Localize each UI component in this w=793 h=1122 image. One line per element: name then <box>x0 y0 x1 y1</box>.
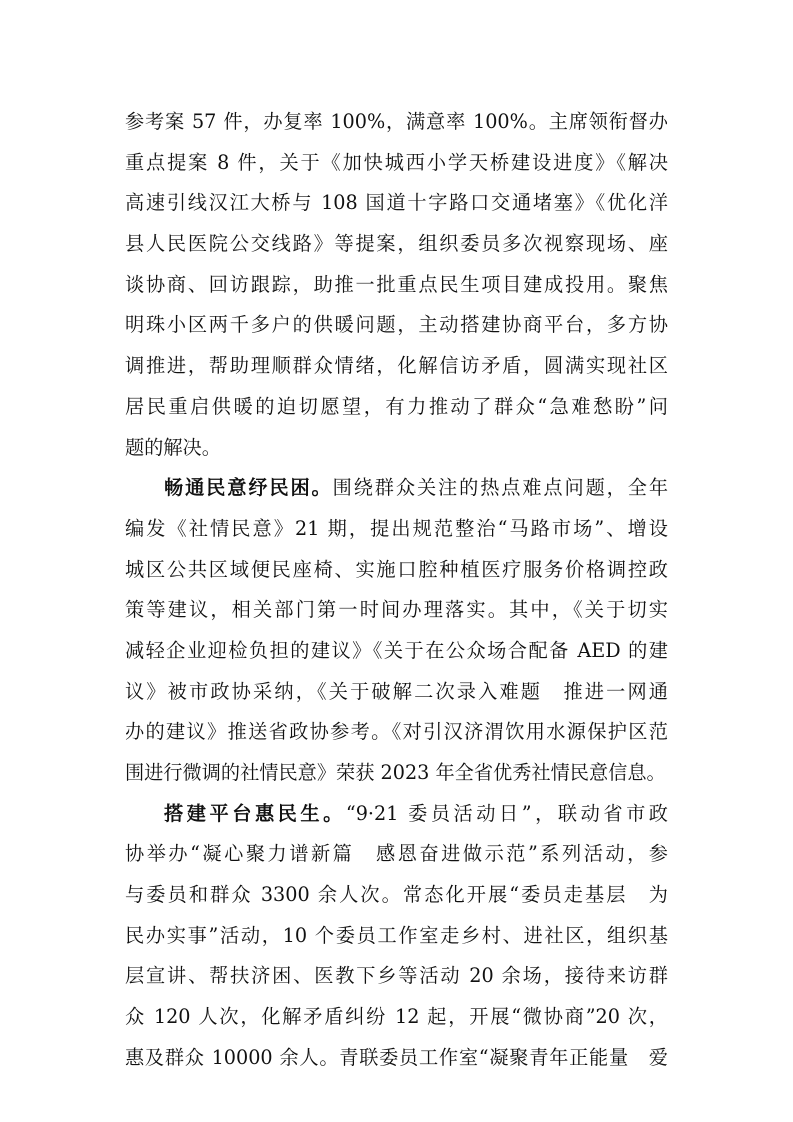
text-line: 减轻企业迎检负担的建议》《关于在公众场合配备 AED 的建 <box>125 638 668 662</box>
text-line: 众 120 人次，化解矛盾纠纷 12 起，开展“微协商”20 次， <box>125 1005 668 1029</box>
text-line: 高速引线汉江大桥与 108 国道十字路口交通堵塞》《优化洋 <box>125 191 668 215</box>
section-heading: 搭建平台惠民生。 <box>164 801 346 825</box>
text-line: 办的建议》推送省政协参考。《对引汉济渭饮用水源保护区范 <box>125 720 668 744</box>
text-run: 围绕群众关注的热点难点问题，全年 <box>332 476 668 500</box>
text-line: 参考案 57 件，办复率 100%，满意率 100%。主席领衔督办 <box>125 110 668 133</box>
text-line: 协举办“凝心聚力谱新篇 感恩奋进做示范”系列活动，参 <box>125 842 668 866</box>
text-line: 明珠小区两千多户的供暖问题，主动搭建协商平台，多方协 <box>125 313 668 337</box>
text-line: 居民重启供暖的迫切愿望，有力推动了群众“急难愁盼”问 <box>125 394 668 418</box>
text-line: 与委员和群众 3300 余人次。常态化开展“委员走基层 为 <box>125 883 668 907</box>
text-line: 民办实事”活动，10 个委员工作室走乡村、进社区，组织基 <box>125 923 668 947</box>
text-line: 层宣讲、帮扶济困、医教下乡等活动 20 余场，接待来访群 <box>125 964 668 988</box>
text-line: 围进行微调的社情民意》荣获 2023 年全省优秀社情民意信息。 <box>125 761 666 784</box>
text-line: 县人民医院公交线路》等提案，组织委员多次视察现场、座 <box>125 232 668 256</box>
text-line: 调推进，帮助理顺群众情绪，化解信访矛盾，圆满实现社区 <box>125 354 668 378</box>
text-line: 惠及群众 10000 余人。青联委员工作室“凝聚青年正能量 爱 <box>125 1045 668 1069</box>
text-line: 编发《社情民意》21 期，提出规范整治“马路市场”、增设 <box>125 516 668 540</box>
text-line: 策等建议，相关部门第一时间办理落实。其中，《关于切实 <box>125 598 668 622</box>
text-line: 谈协商、回访跟踪，助推一批重点民生项目建成投用。聚焦 <box>125 272 668 296</box>
paragraph-first-line <box>125 468 668 509</box>
document-body <box>125 102 668 1079</box>
text-line: 重点提案 8 件，关于《加快城西小学天桥建设进度》《解决 <box>125 150 668 174</box>
text-line: 题的解决。 <box>125 435 221 459</box>
section-heading: 畅通民意纾民困。 <box>164 476 333 500</box>
text-line: 城区公共区域便民座椅、实施口腔种植医疗服务价格调控政 <box>125 557 668 581</box>
text-run: “9·21 委员活动日”，联动省市政 <box>345 801 668 825</box>
text-line: 议》被市政协采纳，《关于破解二次录入难题 推进一网通 <box>125 679 668 703</box>
paragraph-first-line <box>125 794 668 835</box>
